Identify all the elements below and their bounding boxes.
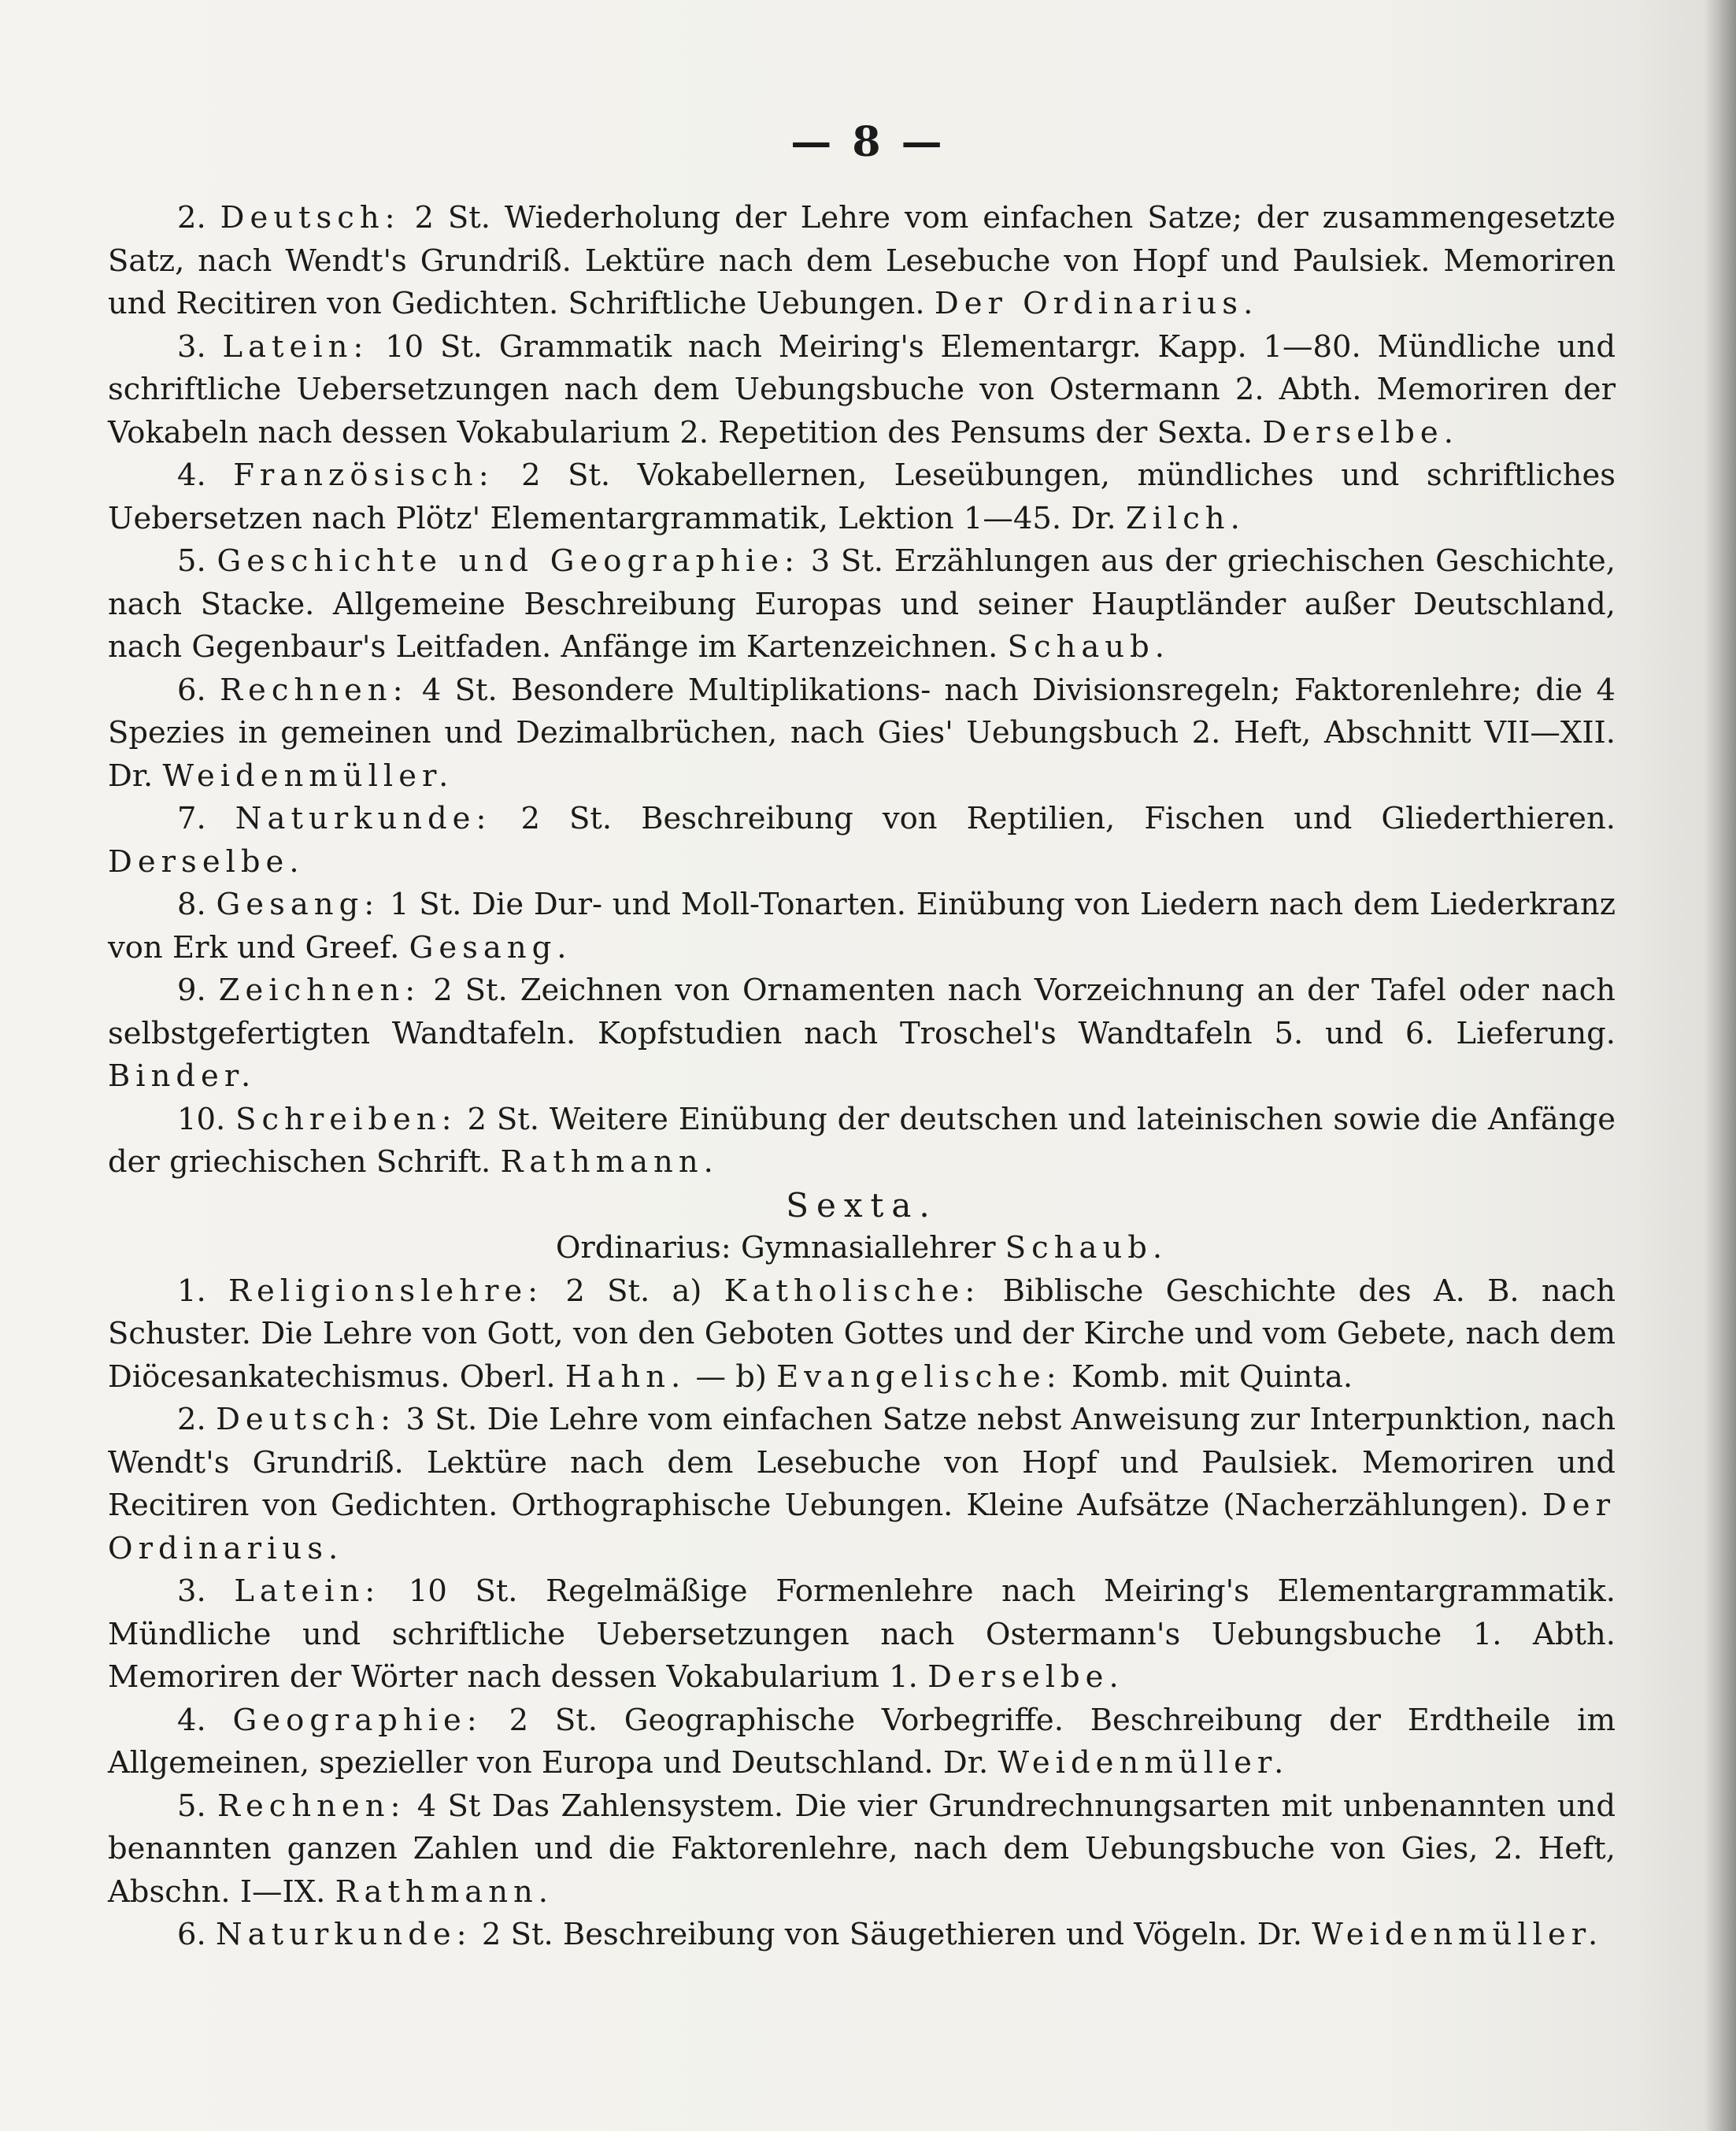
subject-title: Naturkunde: <box>215 1917 472 1952</box>
paragraph-franzoesisch-quinta <box>108 454 1616 540</box>
item-number: 3. <box>177 1573 206 1609</box>
paragraph-deutsch-sexta <box>108 1399 1616 1570</box>
subject-title: Französisch: <box>233 458 494 493</box>
teacher-name: Binder. <box>108 1058 257 1094</box>
ordinarius-line <box>108 1227 1616 1270</box>
item-number: 8. <box>177 887 206 922</box>
item-number: 7. <box>177 801 206 836</box>
paragraph-geschichte-quinta <box>108 540 1616 669</box>
subject-title: Deutsch: <box>216 1402 397 1437</box>
paragraph-rechnen-sexta <box>108 1785 1616 1914</box>
paragraph-body: 2 St. Zeichnen von Ornamenten nach Vorzeichnung an der Tafel oder nach selbstgefertigten Wandtafeln. Kopfstudien nach Troschel's Wandtafeln 5. und 6. Lieferung. <box>108 973 1616 1051</box>
paragraph-body: 2 St. Wiederholung der Lehre vom einfachen Satze; der zusammengesetzte Satz, nach Wendt's Grundriß. Lektüre nach dem Lesebuche von Hopf und Paulsiek. Memoriren und Recitiren von Gedichten. Schriftliche Uebungen. <box>108 200 1616 321</box>
teacher-name: Derselbe. <box>927 1659 1124 1695</box>
paragraph-body: 2 St. Beschreibung von Säugethieren und Vögeln. Dr. <box>472 1917 1312 1952</box>
subject-title: Latein: <box>234 1573 381 1609</box>
paragraph-body: 10 St. Regelmäßige Formenlehre nach Meiring's Elementargrammatik. Mündliche und schriftliche Uebersetzungen nach Ostermann's Uebungsbuche 1. Abth. Memoriren der Wörter nach dessen Vokabularium 1. <box>108 1573 1616 1695</box>
subject-title: Gesang: <box>216 887 380 922</box>
paragraph-body: 3 St. Erzählungen aus der griechischen Geschichte, nach Stacke. Allgemeine Beschreibung Europas und seiner Hauptländer außer Deutschland, nach Gegenbaur's Leitfaden. Anfänge im Kartenzeichnen. <box>108 543 1616 665</box>
paragraph-body: Biblische Geschichte des A. B. nach Schuster. Die Lehre von Gott, von den Geboten Gottes und der Kirche und vom Gebete, nach dem Diöcesankatechismus. Oberl. <box>108 1273 1616 1395</box>
teacher-name: Weidenmüller. <box>162 758 454 794</box>
paragraph-body: Komb. mit Quinta. <box>1061 1358 1353 1395</box>
paragraph-latein-sexta <box>108 1570 1616 1699</box>
ordinarius-name: Schaub. <box>1005 1230 1168 1266</box>
item-number: 5. <box>177 543 206 579</box>
paragraph-body: 1 St. Die Dur- und Moll-Tonarten. Einübung von Liedern nach dem Liederkranz von Erk und Greef. <box>108 887 1616 965</box>
paragraph-deutsch-quinta <box>108 197 1616 326</box>
paragraph-body: 2 St. Weitere Einübung der deutschen und lateinischen sowie die Anfänge der griechischen Schrift. <box>108 1101 1616 1180</box>
subject-title: Zeichnen: <box>218 973 421 1008</box>
paragraph-schreiben-quinta <box>108 1099 1616 1184</box>
item-number: 5. <box>177 1788 206 1824</box>
paragraph-geographie-sexta <box>108 1699 1616 1785</box>
subject-title: Geschichte und Geographie: <box>217 543 800 579</box>
paragraph-latein-quinta <box>108 326 1616 455</box>
teacher-name: Zilch. <box>1125 500 1246 536</box>
teacher-name: Schaub. <box>1007 629 1170 665</box>
paragraph-zeichnen-quinta <box>108 969 1616 1099</box>
teacher-name: Rathmann. <box>500 1144 719 1180</box>
paragraph-body: 4 St. Besondere Multiplikations- nach Divisionsregeln; Faktorenlehre; die 4 Spezies in gemeinen und Dezimalbrüchen, nach Gies' Uebungsbuch 2. Heft, Abschnitt VII—XII. Dr. <box>108 672 1616 794</box>
teacher-name: Hahn. <box>564 1358 687 1395</box>
paragraph-body: 4 St Das Zahlensystem. Die vier Grundrechnungsarten mit unbenannten und benannten ganzen Zahlen und die Faktorenlehre, nach dem Uebungsbuche von Gies, 2. Heft, Abschn. I—IX. <box>108 1788 1616 1910</box>
item-number: 9. <box>177 973 206 1008</box>
teacher-name: Derselbe. <box>108 843 305 880</box>
subject-title: Latein: <box>222 328 369 365</box>
item-number: 4. <box>177 1702 206 1738</box>
subject-title: Schreiben: <box>235 1101 457 1137</box>
subject-title: Geographie: <box>232 1702 483 1738</box>
binding-shadow <box>1705 0 1736 2131</box>
item-number: 1. <box>177 1273 206 1309</box>
body-text <box>108 197 1616 1957</box>
teacher-name: Rathmann. <box>335 1873 554 1910</box>
subject-title: Rechnen: <box>217 1788 406 1824</box>
paragraph-body: 3 St. Die Lehre vom einfachen Satze nebst Anweisung zur Interpunktion, nach Wendt's Grundriß. Lektüre nach dem Lesebuche von Hopf und Paulsiek. Memoriren und Recitiren von Gedichten. Orthographische Uebungen. Kleine Aufsätze (Nacherzählungen). <box>108 1402 1616 1523</box>
item-number: 10. <box>177 1101 226 1137</box>
teacher-name: Der Ordinarius. <box>108 1488 1616 1566</box>
section-heading-sexta: Sexta. <box>786 1185 938 1225</box>
paragraph-naturkunde-sexta <box>108 1914 1616 1957</box>
paragraph-body: 2 St. Beschreibung von Reptilien, Fischen und Gliederthieren. <box>491 801 1616 836</box>
paragraph-body: 2 St. Geographische Vorbegriffe. Beschreibung der Erdtheile im Allgemeinen, spezieller von Europa und Deutschland. Dr. <box>108 1702 1616 1781</box>
teacher-name: Gesang. <box>409 929 572 965</box>
teacher-name: Derselbe. <box>1262 414 1459 450</box>
page-number: — 8 — <box>790 118 946 166</box>
subject-title: Rechnen: <box>220 672 409 708</box>
teacher-name: Weidenmüller. <box>998 1745 1290 1781</box>
paragraph-body: 2 St. Vokabellernen, Leseübungen, mündliches und schriftliches Uebersetzen nach Plötz' Elementargrammatik, Lektion 1—45. Dr. <box>108 458 1616 536</box>
teacher-name: Weidenmüller. <box>1312 1917 1604 1952</box>
item-number: 6. <box>177 672 206 708</box>
paragraph-gesang-quinta <box>108 884 1616 969</box>
item-number: 2. <box>177 1402 206 1437</box>
paragraph-body: — b) <box>686 1358 777 1395</box>
paragraph-body: 10 St. Grammatik nach Meiring's Elementargr. Kapp. 1—80. Mündliche und schriftliche Uebersetzungen nach dem Uebungsbuche von Ostermann 2. Abth. Memoriren der Vokabeln nach dessen Vokabularium 2. Repetition des Pensums der Sexta. <box>108 328 1616 450</box>
paragraph-naturkunde-quinta <box>108 798 1616 884</box>
subsection-title: Katholische: <box>724 1273 981 1309</box>
item-number: 4. <box>177 458 206 493</box>
paragraph-body: 2 St. a) <box>543 1273 724 1309</box>
item-number: 6. <box>177 1917 206 1952</box>
subject-title: Naturkunde: <box>235 801 492 836</box>
paragraph-rechnen-quinta <box>108 669 1616 799</box>
ordinarius-label: Ordinarius: Gymnasiallehrer <box>555 1230 1005 1266</box>
subject-title: Religionslehre: <box>228 1273 544 1309</box>
subject-title: Deutsch: <box>220 200 401 235</box>
subsection-title: Evangelische: <box>776 1358 1062 1395</box>
teacher-name: Der Ordinarius. <box>934 286 1259 321</box>
paragraph-religion-sexta <box>108 1270 1616 1399</box>
item-number: 2. <box>177 200 206 235</box>
item-number: 3. <box>177 328 206 365</box>
